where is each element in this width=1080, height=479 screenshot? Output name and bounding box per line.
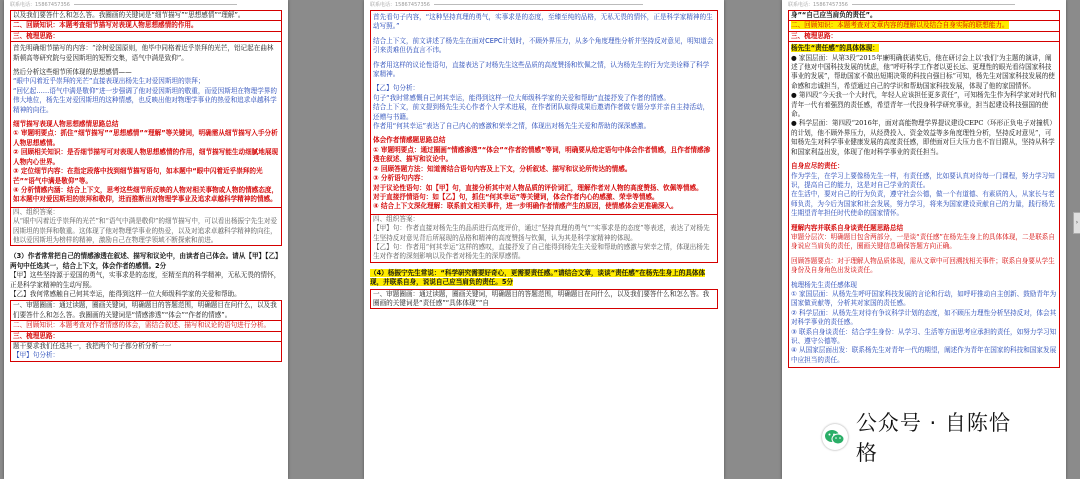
summary-item: 梳理杨先生责任感体现 (791, 280, 857, 289)
text-line: 结合上下文，前文讲述了杨先生在面对CEPC计划时，不顾外界压力，从多个角度理性分析并坚持反对意见，明知道会引来责难但仍直言不讳。 (373, 36, 714, 55)
bullet-item: ● 第四段“今天我一个大时代，年轻人应该担任更多责任”，可知杨先生作为科学家对时代和青年一代有着强烈的责任感，希望青年一代投身科学研究事业，担当起建设科技强国的使命。 (791, 91, 1057, 119)
section-heading: 四、组织答案： (373, 214, 420, 223)
document-page-1 (4, 0, 288, 479)
text-line: 作者用“何其幸运”表达了自己内心的感激和荣幸之情，体现出对杨先生关爱和帮助的深深感激。 (373, 122, 651, 131)
page-header-phone: 联系电话：15867457356 (788, 2, 848, 8)
text-line: “眼中闪着近乎崇拜的光芒”直接表现出杨先生对爱因斯坦的崇拜； (13, 77, 205, 86)
text-line: 【乙】句分析： (373, 84, 420, 93)
watermark (822, 411, 1032, 465)
answer-text: 【乙】句：作者用“何其幸运”这样的感叹，直接抒发了自己能得到杨先生关爱和帮助的感激与荣幸之情，体现出杨先生对作者的深刻影响以及作者对杨先生的深厚感情。 (373, 242, 710, 261)
answer-text: 从“眼中闪着近乎崇拜的光芒”和“语气中满是敬仰”的细节描写中，可以看出杨振宁先生对爱因斯坦的崇拜和敬重。这体现了他对物理学事业的热爱，以及对追求卓越科学精神的向往，他以爱因斯坦为榜样的精神，激励自己在物理学领域不断探索和前进。 (13, 217, 278, 244)
text-line: 一、审题圈画：通过读题，圈画关键词，明确题目的答题范围，明确题目在问什么，以及我们要答什么和怎么答。我圈画的关键词是“责任感”“具体体现”“自 (373, 289, 710, 307)
section-heading: 三、梳理思路： (11, 32, 281, 42)
text-line: 作者用这样的议论性语句，直接表达了对杨先生这些品质的高度赞扬和钦佩之情，认为杨先生的行为完美诠释了科学家精神。 (373, 60, 710, 79)
text-line: 题干要求我们任选其一，我把两个句子都分析分析一一 (13, 342, 172, 350)
text-line: 句子“我时常感慨自己何其幸运，能得到这样一位大师级科学家的关爱和帮助”直接抒发了作者的情感。 (373, 93, 670, 102)
section-heading: 三、梳理思路： (11, 332, 281, 342)
summary-item: 回顾答题要点：对于理解人物品质体现，需从文章中可回溯找相关事件；联系自身要从学生身份及自身角色出发谈责任。 (791, 256, 1055, 275)
analysis-box (370, 10, 718, 263)
text-line: 【甲】句分析： (13, 351, 60, 360)
section-heading: 二、回顾知识：本题考查对作者情感的体会，需结合叙述、描写和议论的语句进行分析。 (11, 321, 281, 331)
text-line: 首先看句子内容，“这种坚持真理的勇气，实事求是的态度，至臻至纯的品格，无私无畏的情怀，正是科学家精神的生动写照。” (373, 13, 713, 31)
summary-item: ③ 分析语句内容： (373, 174, 428, 183)
summary-item: ① 审题明要点：抓住“细节描写”“思想感情”“理解”等关键词，明确需从细节描写入手分析人物思想感情。 (13, 129, 278, 147)
text-line: 结合上下文，前文提到杨先生关心作者个人学术进展，在作者团队取得成果后邀请作者做专题分享并亲自主持活动，还赠与书籍。 (373, 103, 710, 121)
summary-item: ④ 从国家层面出发：联系杨先生对青年一代的期望，阐述作为青年在国家的科技和国家发展中应担当的责任。 (791, 346, 1057, 364)
text-line: 身”“自己应当肩负的责任”。 (789, 11, 1059, 21)
document-page-2 (364, 0, 724, 479)
section-heading: 二、回顾知识：本题考查细节描写对表现人物思想感情的作用。 (11, 21, 281, 31)
bullet-item: ● 家国层面：从第3段“2015年廉明确获诺奖后，他在研讨会上以‘我们’为主题的演讲，阐述了他对中国科技发展的忧虑，他“呼吁科学工作者以更长远、更理性的眼光看待国家科技事业的发展”，帮助国家不做出短期决策的科技自强目标”可知，杨先生对国家科技发展的使命感和忠诚担当，希望通过自己的学识和帮助国家科技发展，体现了他的家国情怀。 (791, 53, 1055, 90)
wechat-icon (822, 424, 848, 450)
quote-text: 【甲】这些坚持源于爱国的勇气，实事求是的态度，至精至真的科学精神，无私无畏的情怀，正是科学家精神的生动写照。 (10, 271, 281, 289)
quote-text: 【乙】我何常感触自己何其幸运，能得到这样一位大师级科学家的关爱和帮助。 (10, 289, 241, 298)
answer-text: 【甲】句：作者直接对杨先生的品质进行高度评价，通过“坚持真理的勇气”“实事求是的态度”等表述，表达了对杨先生坚持反对意见背后所展现的品格和精神的高度赞扬与钦佩，认为其是科学家精神的体现。 (373, 224, 710, 242)
summary-item: ② 回顾相关知识：是否细节描写可对表现人物思想感情的作用，细节描写能生动细腻地展现人物内心世界。 (13, 148, 279, 166)
summary-item: 对于直接抒情语句：如【乙】句，抓住“何其幸运”等关键词，体会作者内心的感激、荣幸等情感。 (373, 192, 659, 201)
bullet-item: ● 科学层面：第四段“2016年，面对高能物理学界提议建设CEPC（环形正负电子对撞机）的计划，他不顾外界压力，从经费投入、资金效益等多角度理性分析，坚持反对意见”，可知杨先生对科学事业健康发展的高度责任感，即使面对巨大压力也不盲目跟从，坚持从科学和国家利益出发，体现了他对科学事业的责任担当。 (791, 119, 1056, 156)
analysis-box (10, 10, 282, 246)
watermark-text: 公众号 · 自陈恰格 (855, 411, 1011, 465)
analysis-box (370, 289, 718, 310)
text-line: “回忆起……语气中满是敬仰”进一步强调了他对爱因斯坦的敬重，而爱因斯坦在物理学界的伟大地位，杨先生对爱因斯坦的这种情感，也反映出他对物理学事业的热爱和追求卓越科学精神的向往。 (13, 86, 277, 114)
summary-item: ③ 联系自身谈责任：结合学生身份：从学习、生活等方面思考应承担的责任，如努力学习知识、遵守公德等。 (791, 327, 1057, 345)
text-line: 在生活中，要对自己的行为负责，遵守社会公德，做一个有道德、有素质的人，从家长与老师负责，为今后为国家和社会发展，努力学习，将来为国家建设贡献自己的力量，践行杨先生期望青年担任时代使命的国家情怀。 (791, 190, 1055, 218)
page-header-phone: 联系电话：15867457356 (10, 2, 70, 8)
text-line: 以及我们要答什么和怎么答。我圈画的关键词是“细节描写”“思想感情”“理解”。 (11, 11, 281, 21)
section-heading: 四、组织答案： (13, 207, 60, 216)
section-heading: 二、回顾知识：本题考查对文章内容的理解以及结合自身实际的联想能力。 (789, 21, 1059, 31)
summary-item: ① 审题明要点：通过圈画“情感渗透”“体会”“作者的情感”等词，明确要从给定语句中体会作者情感，且作者情感渗透在叙述、描写和议论中。 (373, 145, 711, 164)
summary-item: ② 回顾答题方法：知道需结合语句内容及上下文，分析叙述、描写和议论所传达的情感。 (373, 164, 632, 173)
analysis-box (10, 300, 282, 361)
summary-item: ④ 结合上下文深化理解：联系前文相关事件，进一步明确作者情感产生的原因，使情感体会更准确深入。 (373, 202, 678, 211)
summary-heading: 理解内容并联系自身谈责任题思路总结 (791, 223, 904, 232)
summary-heading: 体会作者情感题思路总结 (373, 136, 446, 145)
analysis-box (788, 10, 1060, 368)
text-line: 作为学生，在学习上要像杨先生一样，有责任感，比如要认真对待每一门课程，努力学习知识，提高自己的能力，这是对自己学业的责任。 (791, 171, 1055, 189)
text-line: 首先明确细节描写的内容：“涂树爱国原则，他毕中同格着近乎崇拜的光芒，铝记起在曲林斯顿高等研究院与爱因斯坦的短暂交集，语气中满是致仰”。 (13, 44, 274, 62)
page-header-phone: 联系电话：15867457356 (370, 2, 430, 8)
summary-item: ③ 定位细节内容：在指定段落中找到细节描写语句，如本题中“眼中闪着近乎崇拜的光芒”“语气中满是敬仰”等。 (13, 167, 263, 185)
question-text: （3）作者常常把自己的情感渗透在叙述、描写和议论中，由读者自己体会。请从【甲】【乙】两句中任选其一，结合上下文，体会作者的感情。2分 (10, 252, 282, 270)
summary-item: ② 科学层面：从杨先生对待有争议科学计划的态度，如不顾压力理性分析坚持反对，体会其对科学事业的责任感。 (791, 308, 1057, 327)
summary-item: 对于议论性语句：如【甲】句，直接分析其中对人物品质的评价词汇，理解作者对人物的高度赞扬、钦佩等情感。 (373, 183, 703, 192)
question-text: （4）杨振宁先生常说：“科学研究需要好奇心，更需要责任感。”请结合文章，谈谈“责任感”在杨先生身上的具体体现，并联系自身，说说自己应当肩负的责任。5分 (370, 268, 706, 287)
page-scroll-handle[interactable]: › (1073, 212, 1080, 234)
summary-heading: 细节描写表现人物思想感情思路总结 (13, 120, 119, 129)
subheading: 杨先生“责任感”的具体体现： (791, 44, 879, 53)
summary-item: ① 家国层面：从杨先生呼吁国家科技发展的言论和行动，如呼吁推动自主创新、鼓励青年为国家做贡献等，分析其对家国的责任感。 (791, 289, 1057, 308)
text-line: 一、审题圈画：通过读题，圈画关键词，明确题目的答题范围，明确题目在问什么，以及我们要答什么和怎么答。我圈画的关键词是“情感渗透”“体会”“作者的情感”。 (11, 301, 281, 321)
section-heading: 三、梳理思路： (789, 32, 1059, 42)
summary-item: 审题分层次：明确题目包含两部分，一是谈“责任感”在杨先生身上的具体体现，二是联系自身说应当肩负的责任，圈画关键信息确保答题方向正确。 (791, 232, 1055, 251)
text-line: 然后分析这些细节所体现的思想感情—— (13, 68, 132, 77)
summary-item: ④ 分析情感内涵：结合上下文，思考这些细节所反映的人物对相关事物或人物的情感态度，如本题中对爱因斯坦的崇拜和敬仰，进而推断出对物理学事业及追求卓越科学精神的情感。 (13, 185, 279, 204)
subheading: 自身应尽的责任： (791, 162, 844, 171)
